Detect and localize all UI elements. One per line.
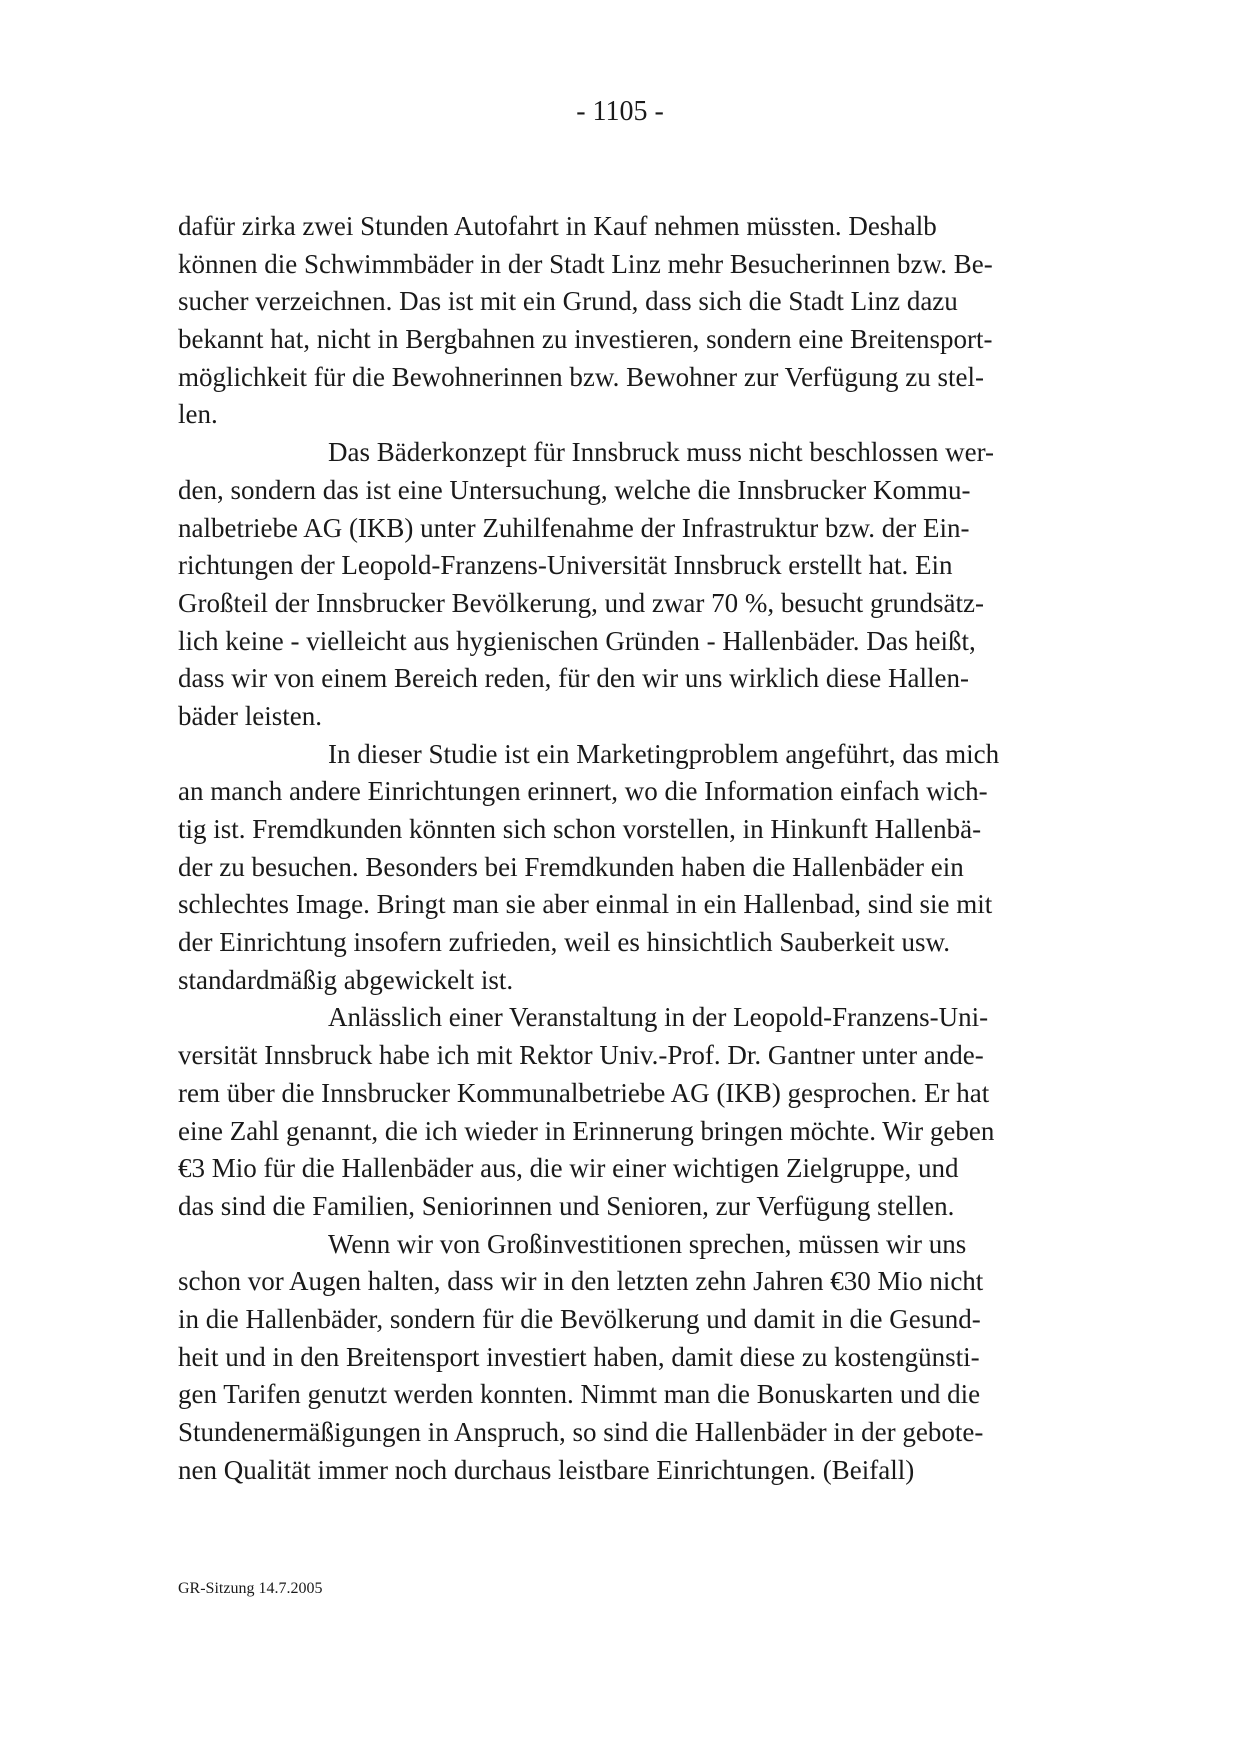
text-line: nalbetriebe AG (IKB) unter Zuhilfenahme der Infrastruktur bzw. der Ein- (178, 512, 970, 543)
text-line: das sind die Familien, Seniorinnen und Senioren, zur Verfügung stellen. (178, 1190, 955, 1221)
text-line: können die Schwimmbäder in der Stadt Linz mehr Besucherinnen bzw. Be- (178, 248, 993, 279)
text-line: schon vor Augen halten, dass wir in den letzten zehn Jahren €30 Mio nicht (178, 1266, 984, 1297)
text-line: möglichkeit für die Bewohnerinnen bzw. Bewohner zur Verfügung zu stel- (178, 361, 985, 392)
text-line: In dieser Studie ist ein Marketingproblem angeführt, das mich (328, 738, 1000, 769)
text-line: bäder leisten. (178, 700, 322, 731)
text-line: Stundenermäßigungen in Anspruch, so sind die Hallenbäder in der gebote- (178, 1417, 984, 1447)
text-line: dafür zirka zwei Stunden Autofahrt in Kauf nehmen müssten. Deshalb (178, 211, 937, 241)
paragraph (178, 434, 1063, 736)
paragraph (178, 999, 1063, 1225)
text-line: schlechtes Image. Bringt man sie aber einmal in ein Hallenbad, sind sie mit (178, 889, 993, 920)
text-line: Anlässlich einer Veranstaltung in der Leopold-Franzens-Uni- (328, 1002, 989, 1033)
paragraph (178, 1226, 1063, 1490)
text-line: €3 Mio für die Hallenbäder aus, die wir einer wichtigen Zielgruppe, und (178, 1153, 959, 1184)
text-line: versität Innsbruck habe ich mit Rektor Univ.-Prof. Dr. Gantner unter ande- (178, 1040, 984, 1071)
text-line: heit und in den Breitensport investiert haben, damit diese zu kostengünsti- (178, 1341, 980, 1372)
text-line: gen Tarifen genutzt werden konnten. Nimmt man die Bonuskarten und die (178, 1379, 981, 1410)
text-line: eine Zahl genannt, die ich wieder in Erinnerung bringen möchte. Wir geben (178, 1115, 995, 1146)
text-line: Großteil der Innsbrucker Bevölkerung, und zwar 70 %, besucht grundsätz- (178, 587, 985, 618)
text-line: der Einrichtung insofern zufrieden, weil es hinsichtlich Sauberkeit usw. (178, 927, 951, 958)
text-line: dass wir von einem Bereich reden, für den wir uns wirklich diese Hallen- (178, 663, 970, 694)
text-line: len. (178, 399, 218, 430)
text-line: rem über die Innsbrucker Kommunalbetriebe AG (IKB) gesprochen. Er hat (178, 1077, 990, 1108)
body-text (178, 208, 1063, 1489)
text-line: Wenn wir von Großinvestitionen sprechen, müssen wir uns (328, 1228, 967, 1259)
text-line: den, sondern das ist eine Untersuchung, welche die Innsbrucker Kommu- (178, 474, 971, 505)
text-line: nen Qualität immer noch durchaus leistbare Einrichtungen. (Beifall) (178, 1454, 915, 1485)
text-line: tig ist. Fremdkunden könnten sich schon vorstellen, in Hinkunft Hallenbä- (178, 814, 982, 844)
page-number: - 1105 - (576, 96, 664, 127)
text-line: an manch andere Einrichtungen erinnert, wo die Information einfach wich- (178, 776, 988, 807)
text-line: bekannt hat, nicht in Bergbahnen zu investieren, sondern eine Breitensport- (178, 324, 993, 355)
footer-session-date: GR-Sitzung 14.7.2005 (178, 1580, 323, 1597)
text-line: in die Hallenbäder, sondern für die Bevölkerung und damit in die Gesund- (178, 1303, 981, 1334)
paragraph (178, 208, 1063, 434)
text-line: Das Bäderkonzept für Innsbruck muss nicht beschlossen wer- (328, 437, 995, 468)
text-line: sucher verzeichnen. Das ist mit ein Grund, dass sich die Stadt Linz dazu (178, 286, 958, 317)
paragraph (178, 736, 1063, 1000)
text-line: standardmäßig abgewickelt ist. (178, 964, 514, 995)
text-line: richtungen der Leopold-Franzens-Universität Innsbruck erstellt hat. Ein (178, 550, 953, 581)
text-line: lich keine - vielleicht aus hygienischen Gründen - Hallenbäder. Das heißt, (178, 625, 976, 656)
text-line: der zu besuchen. Besonders bei Fremdkunden haben die Hallenbäder ein (178, 851, 964, 882)
